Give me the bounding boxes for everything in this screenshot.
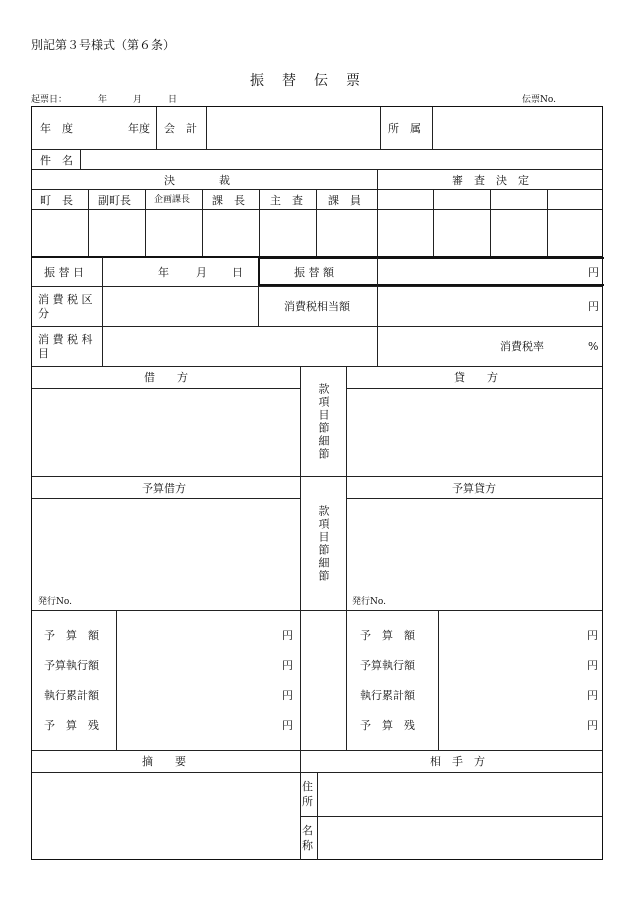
issue-year-label: 年 <box>98 95 108 105</box>
budget-amount-right-yen: 円 <box>587 629 598 642</box>
budget-executed-right-yen: 円 <box>587 659 598 672</box>
subject-label: 件 名 <box>40 154 73 167</box>
approver-planning-chief: 企画課長 <box>154 195 191 205</box>
tax-rate-percent: % <box>588 340 599 353</box>
transfer-amount-yen: 円 <box>588 266 599 279</box>
approver-mayor: 町 長 <box>40 194 73 207</box>
budget-credit-label: 予算貸方 <box>452 482 496 495</box>
budget-amount-left-yen: 円 <box>282 629 293 642</box>
budget-remaining-right-yen: 円 <box>587 719 598 732</box>
budget-cumulative-left-yen: 円 <box>282 689 293 702</box>
budget-executed-left-yen: 円 <box>282 659 293 672</box>
summary-label: 摘 要 <box>142 755 186 768</box>
form-reference: 別記第３号様式（第６条） <box>31 38 176 52</box>
debit-label: 借 方 <box>144 371 188 384</box>
review-label: 審 査 決 定 <box>452 174 529 187</box>
budget-issue-no-right: 発行No. <box>352 597 386 607</box>
fiscal-year-suffix: 年度 <box>128 122 150 135</box>
issue-month-label: 月 <box>133 95 143 105</box>
budget-amount-right: 予 算 額 <box>360 629 415 642</box>
issue-day-label: 日 <box>168 95 178 105</box>
approver-deputy-mayor: 副町長 <box>98 194 131 207</box>
approver-staff: 課 員 <box>328 194 361 207</box>
counterparty-label: 相 手 方 <box>430 755 485 768</box>
tax-equivalent-label: 消費税相当額 <box>284 300 350 313</box>
form-title: 振 替 伝 票 <box>250 73 362 89</box>
budget-remaining-left-yen: 円 <box>282 719 293 732</box>
tax-equivalent-yen: 円 <box>588 300 599 313</box>
transfer-day-label: 日 <box>232 266 243 279</box>
slip-number-label: 伝票No. <box>522 95 556 105</box>
transfer-year-label: 年 <box>158 266 169 279</box>
decision-label: 決 裁 <box>164 174 230 187</box>
tax-item-label: 消 費 税 科 目 <box>38 333 93 360</box>
credit-label: 貸 方 <box>454 371 498 384</box>
budget-remaining-left: 予 算 残 <box>44 719 99 732</box>
department-label: 所 属 <box>388 122 421 135</box>
fiscal-year-label: 年 度 <box>40 122 73 135</box>
budget-remaining-right: 予 算 残 <box>360 719 415 732</box>
name-label: 名称 <box>302 824 313 853</box>
tax-category-label: 消 費 税 区 分 <box>38 293 93 320</box>
approver-section-chief: 課 長 <box>212 194 245 207</box>
budget-debit-label: 予算借方 <box>142 482 186 495</box>
budget-cumulative-right: 執行累計額 <box>360 689 415 702</box>
tax-rate-label: 消費税率 <box>500 340 544 353</box>
account-label: 会 計 <box>164 122 197 135</box>
budget-executed-right: 予算執行額 <box>360 659 415 672</box>
approver-supervisor: 主 査 <box>270 194 303 207</box>
budget-executed-left: 予算執行額 <box>44 659 99 672</box>
budget-amount-left: 予 算 額 <box>44 629 99 642</box>
transfer-month-label: 月 <box>196 266 207 279</box>
debit-credit-classification: 款項目節細節 <box>317 383 330 461</box>
budget-issue-no-left: 発行No. <box>38 597 72 607</box>
address-label: 住所 <box>302 780 313 809</box>
budget-cumulative-right-yen: 円 <box>587 689 598 702</box>
budget-classification: 款項目節細節 <box>317 505 330 583</box>
issue-date-label: 起票日： <box>31 95 68 105</box>
transfer-slip-form <box>31 106 603 860</box>
transfer-date-label: 振 替 日 <box>44 266 84 279</box>
transfer-amount-label: 振 替 額 <box>294 266 334 279</box>
budget-cumulative-left: 執行累計額 <box>44 689 99 702</box>
